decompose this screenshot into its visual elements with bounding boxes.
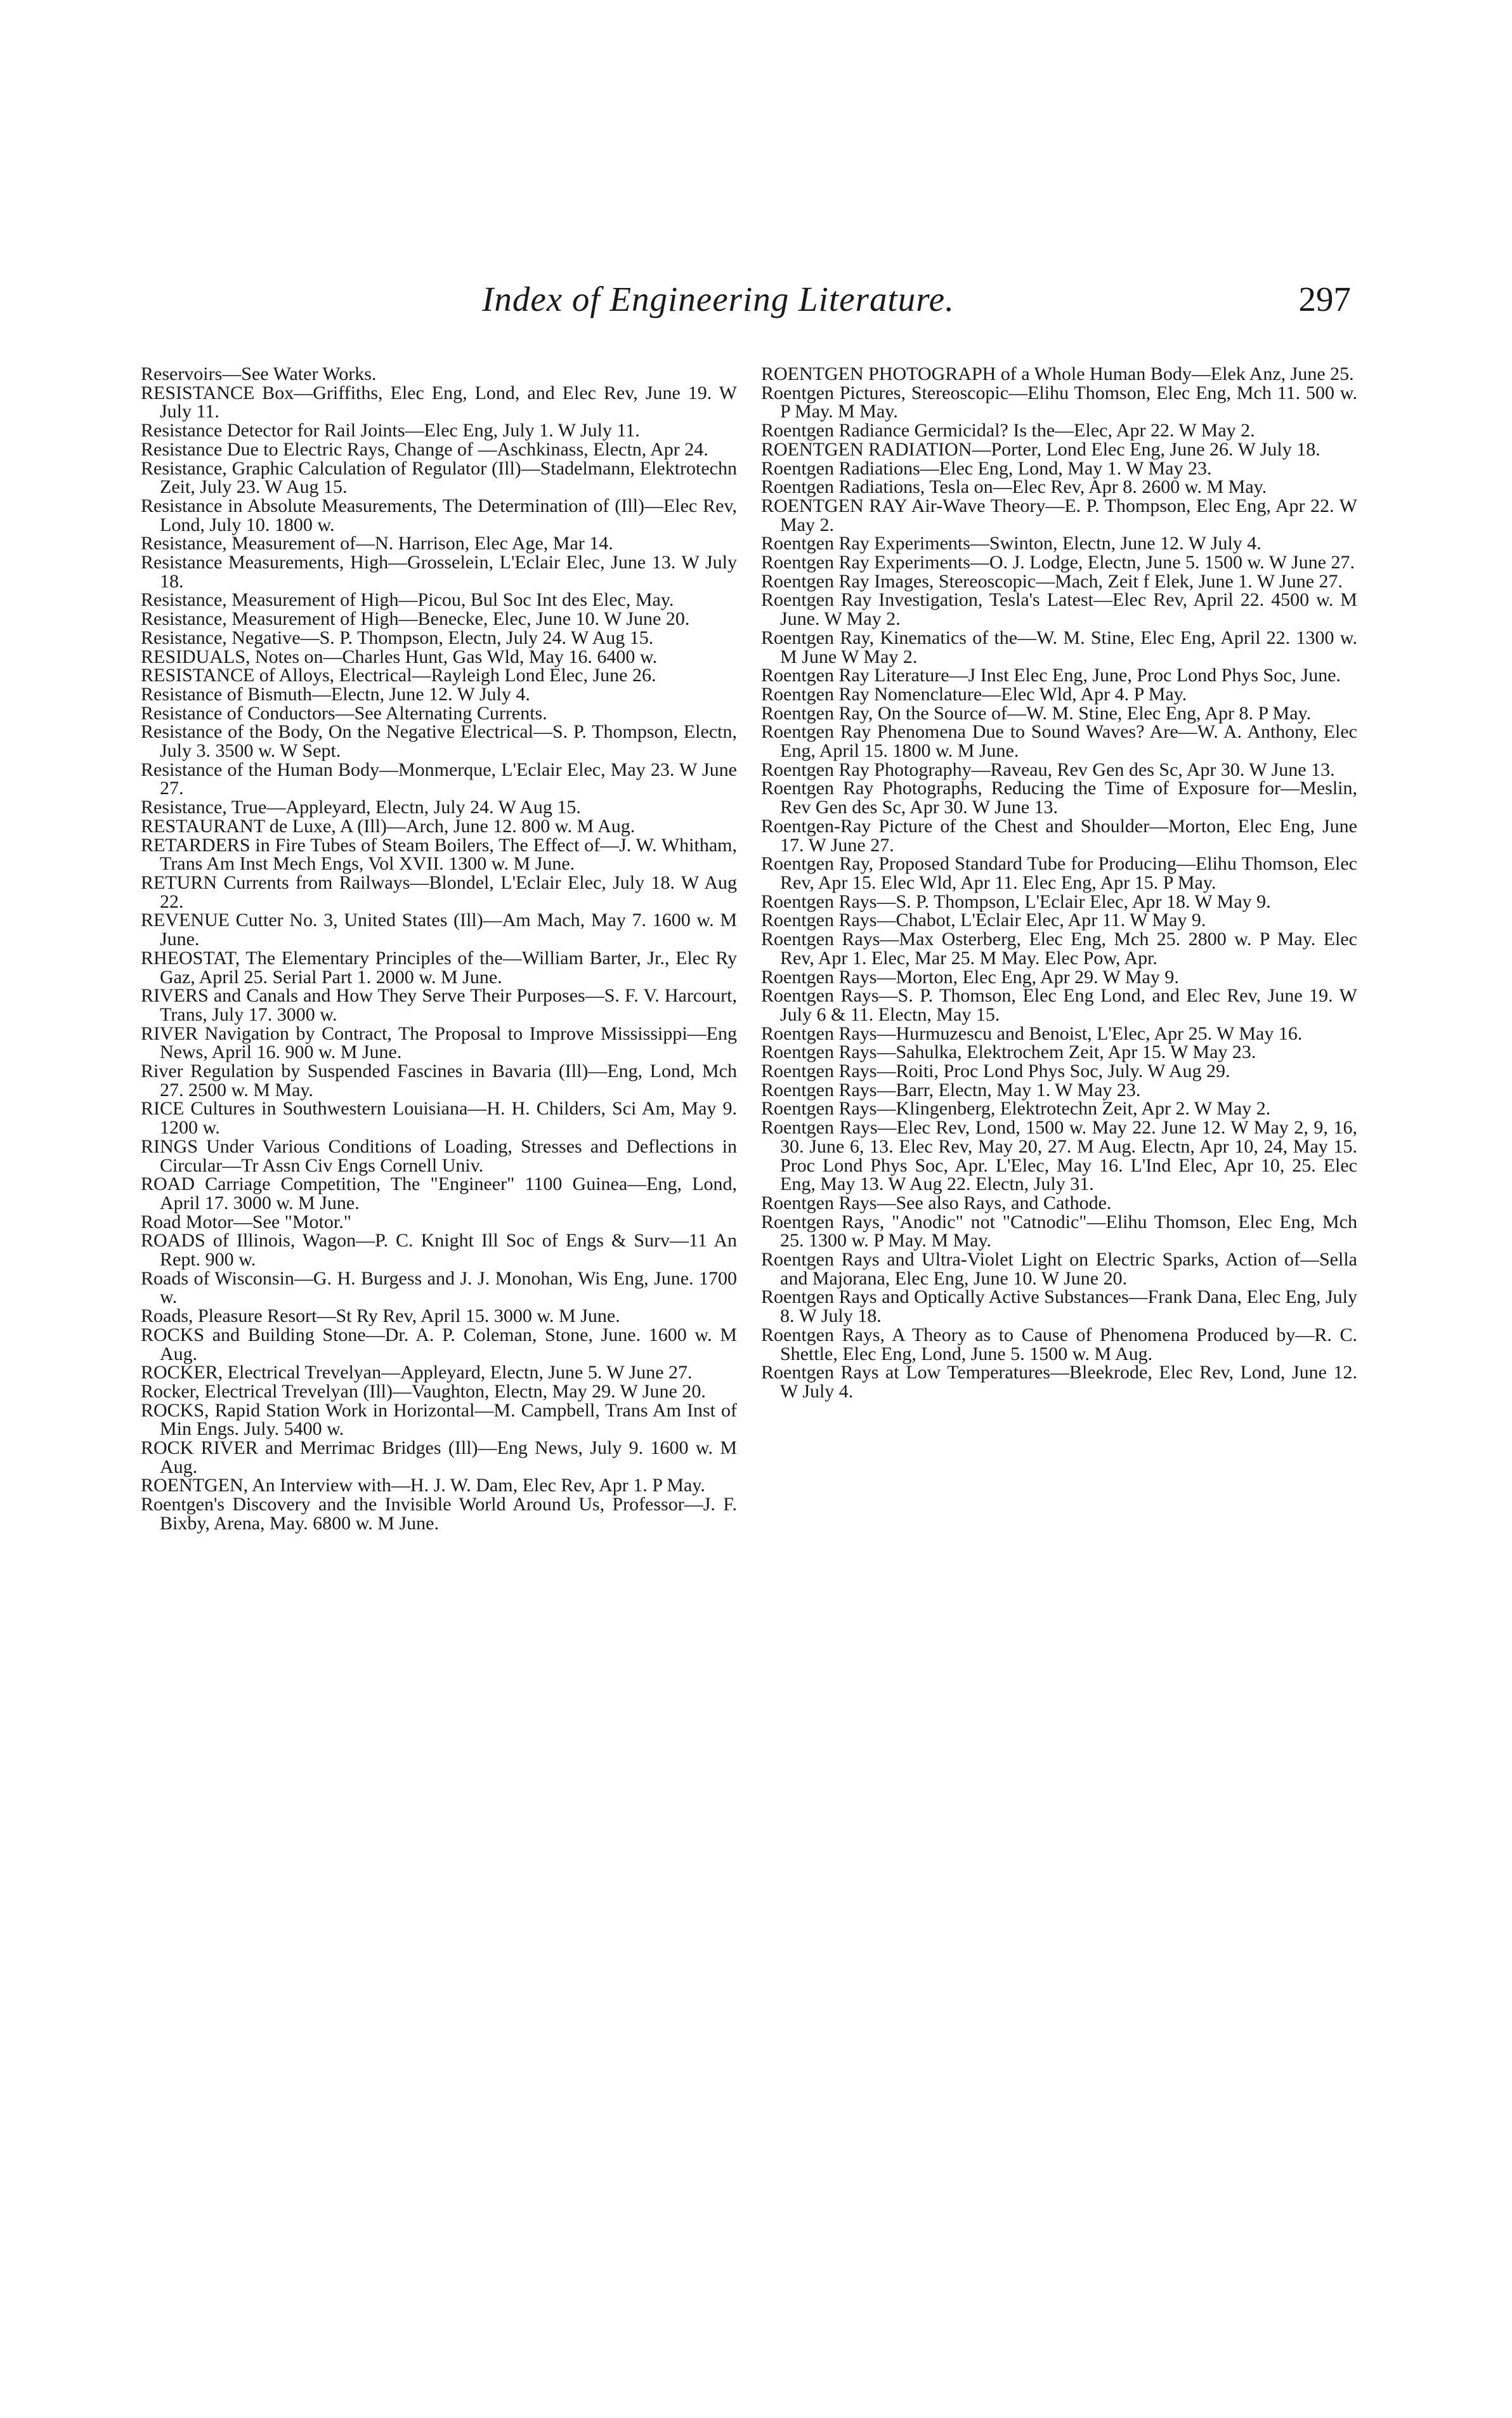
- index-entry: Roads of Wisconsin—G. H. Burgess and J. J. Monohan, Wis Eng, June. 1700 w.: [141, 1267, 737, 1308]
- index-entry: RIVERS and Canals and How They Serve Their Purposes—S. F. V. Harcourt, Trans, July 17. 3000 w.: [141, 985, 737, 1025]
- index-entry: Resistance of Bismuth—Electn, June 12. W July 4.: [141, 683, 530, 705]
- index-entry: Roentgen Ray, On the Source of—W. M. Stine, Elec Eng, Apr 8. P May.: [761, 702, 1312, 724]
- index-entry: Roentgen Rays, "Anodic" not "Catnodic"—Elihu Thomson, Elec Eng, Mch 25. 1300 w. P May. M May.: [761, 1211, 1357, 1251]
- left-column: [141, 365, 737, 1533]
- index-entry: Reservoirs—See Water Works.: [141, 363, 377, 384]
- index-entry: RICE Cultures in Southwestern Louisiana—H. H. Childers, Sci Am, May 9. 1200 w.: [141, 1098, 737, 1139]
- index-entry: Roentgen Rays—Hurmuzescu and Benoist, L'Elec, Apr 25. W May 16.: [761, 1023, 1303, 1044]
- index-entry: Resistance in Absolute Measurements, The Determination of (Ill)—Elec Rev, Lond, July 10. 1800 w.: [141, 495, 737, 535]
- index-entry: RETURN Currents from Railways—Blondel, L'Eclair Elec, July 18. W Aug 22.: [141, 872, 737, 912]
- index-entry: ROCKS and Building Stone—Dr. A. P. Coleman, Stone, June. 1600 w. M Aug.: [141, 1324, 737, 1364]
- index-entry: Roentgen Ray Literature—J Inst Elec Eng, June, Proc Lond Phys Soc, June.: [761, 665, 1341, 686]
- index-entry: Resistance, Measurement of High—Benecke, Elec, June 10. W June 20.: [141, 608, 690, 630]
- index-entry: RESISTANCE of Alloys, Electrical—Rayleigh Lond Elec, June 26.: [141, 665, 656, 686]
- index-entry: RESISTANCE Box—Griffiths, Elec Eng, Lond, and Elec Rev, June 19. W July 11.: [141, 382, 737, 422]
- index-entry: Resistance, Measurement of High—Picou, Bul Soc Int des Elec, May.: [141, 589, 674, 611]
- index-entry: Roentgen Rays—See also Rays, and Cathode.: [761, 1192, 1112, 1213]
- index-entry: Roentgen Ray Experiments—Swinton, Electn, June 12. W July 4.: [761, 533, 1261, 554]
- index-entry: Roentgen Radiance Germicidal? Is the—Elec, Apr 22. W May 2.: [761, 420, 1255, 441]
- index-entry: Resistance, Negative—S. P. Thompson, Electn, July 24. W Aug 15.: [141, 627, 654, 648]
- index-entry: Roentgen Rays, A Theory as to Cause of Phenomena Produced by—R. C. Shettle, Elec Eng, Lond, June 5. 1500 w. M Aug.: [761, 1324, 1357, 1364]
- index-entry: ROAD Carriage Competition, The "Engineer" 1100 Guinea—Eng, Lond, April 17. 3000 w. M June.: [141, 1173, 737, 1213]
- index-entry: Resistance, True—Appleyard, Electn, July 24. W Aug 15.: [141, 797, 581, 818]
- index-entry: Roentgen Ray Photography—Raveau, Rev Gen des Sc, Apr 30. W June 13.: [761, 759, 1335, 780]
- index-entry: Roentgen Rays—Chabot, L'Eclair Elec, Apr 11. W May 9.: [761, 910, 1206, 931]
- index-entry: ROADS of Illinois, Wagon—P. C. Knight Ill Soc of Engs & Surv—11 An Rept. 900 w.: [141, 1230, 737, 1271]
- index-entry: RETARDERS in Fire Tubes of Steam Boilers, The Effect of—J. W. Whitham, Trans Am Inst Mech Engs, Vol XVII. 1300 w. M June.: [141, 834, 737, 875]
- index-entry: Resistance, Graphic Calculation of Regulator (Ill)—Stadelmann, Elektrotechn Zeit, July 23. W Aug 15.: [141, 457, 737, 498]
- index-entry: RHEOSTAT, The Elementary Principles of the—William Barter, Jr., Elec Ry Gaz, April 25. Serial Part 1. 2000 w. M June.: [141, 947, 737, 988]
- index-entry: Resistance, Measurement of—N. Harrison, Elec Age, Mar 14.: [141, 533, 613, 554]
- index-entry: Resistance Measurements, High—Grosselein, L'Eclair Elec, June 13. W July 18.: [141, 552, 737, 592]
- index-entry: Roentgen Rays—Roiti, Proc Lond Phys Soc, July. W Aug 29.: [761, 1061, 1230, 1082]
- index-entry: Roentgen Ray Photographs, Reducing the Time of Exposure for—Meslin, Rev Gen des Sc, Apr 30. W June 13.: [761, 778, 1357, 818]
- index-entry: Roentgen Ray Investigation, Tesla's Latest—Elec Rev, April 22. 4500 w. M June. W May 2.: [761, 589, 1357, 630]
- index-entry: RESIDUALS, Notes on—Charles Hunt, Gas Wld, May 16. 6400 w.: [141, 646, 658, 667]
- index-entry: Resistance Detector for Rail Joints—Elec Eng, July 1. W July 11.: [141, 420, 640, 441]
- index-entry: Resistance of the Human Body—Monmerque, L'Eclair Elec, May 23. W June 27.: [141, 759, 737, 799]
- index-entry: Resistance of Conductors—See Alternating Currents.: [141, 702, 547, 724]
- right-column: [761, 365, 1357, 1401]
- index-entry: Roentgen Rays and Optically Active Substances—Frank Dana, Elec Eng, July 8. W July 18.: [761, 1286, 1357, 1327]
- index-entry: RIVER Navigation by Contract, The Proposal to Improve Mississippi—Eng News, April 16. 900 w. M June.: [141, 1023, 737, 1063]
- index-entry: ROCKER, Electrical Trevelyan—Appleyard, Electn, June 5. W June 27.: [141, 1362, 693, 1383]
- index-entry: REVENUE Cutter No. 3, United States (Ill)—Am Mach, May 7. 1600 w. M June.: [141, 910, 737, 950]
- index-entry: RINGS Under Various Conditions of Loading, Stresses and Deflections in Circular—Tr Assn Civ Engs Cornell Univ.: [141, 1135, 737, 1176]
- index-entry: ROCK RIVER and Merrimac Bridges (Ill)—Eng News, July 9. 1600 w. M Aug.: [141, 1437, 737, 1477]
- index-entry: Rocker, Electrical Trevelyan (Ill)—Vaughton, Electn, May 29. W June 20.: [141, 1380, 706, 1402]
- index-entry: RESTAURANT de Luxe, A (Ill)—Arch, June 12. 800 w. M Aug.: [141, 815, 635, 837]
- index-entry: Roentgen Radiations, Tesla on—Elec Rev, Apr 8. 2600 w. M May.: [761, 476, 1267, 498]
- index-entry: Roentgen Rays at Low Temperatures—Bleekrode, Elec Rev, Lond, June 12. W July 4.: [761, 1362, 1357, 1402]
- index-entry: ROENTGEN RADIATION—Porter, Lond Elec Eng, June 26. W July 18.: [761, 438, 1320, 460]
- index-entry: Roentgen Rays—Max Osterberg, Elec Eng, Mch 25. 2800 w. P May. Elec Rev, Apr 1. Elec, Mar 25. M May. Elec Pow, Apr.: [761, 929, 1357, 969]
- index-entry: Roentgen Ray Nomenclature—Elec Wld, Apr 4. P May.: [761, 683, 1187, 705]
- index-entry: Roentgen Rays—Morton, Elec Eng, Apr 29. W May 9.: [761, 966, 1179, 988]
- page-header: [482, 279, 1351, 355]
- index-entry: ROENTGEN, An Interview with—H. J. W. Dam, Elec Rev, Apr 1. P May.: [141, 1475, 705, 1496]
- index-entry: Roentgen-Ray Picture of the Chest and Shoulder—Morton, Elec Eng, June 17. W June 27.: [761, 815, 1357, 856]
- index-entry: Roentgen Rays—S. P. Thompson, L'Eclair Elec, Apr 18. W May 9.: [761, 891, 1271, 912]
- index-entry: Roentgen Ray Images, Stereoscopic—Mach, Zeit f Elek, June 1. W June 27.: [761, 570, 1343, 592]
- index-entry: Roentgen Rays—Elec Rev, Lond, 1500 w. May 22. June 12. W May 2, 9, 16, 30. June 6, 13. Elec Rev, May 20, 27. M Aug. Electn, Apr 10, 24, May 15. Proc Lond Phys Soc, Apr. L'Elec, May 16. L'Ind Elec, Apr 10, 25. Elec Eng, May 13. W Aug 22. Electn, July 31.: [761, 1117, 1357, 1195]
- running-title: Index of Engineering Literature.: [482, 280, 955, 318]
- index-entry: River Regulation by Suspended Fascines in Bavaria (Ill)—Eng, Lond, Mch 27. 2500 w. M May.: [141, 1061, 737, 1101]
- index-entry: Resistance Due to Electric Rays, Change of —Aschkinass, Electn, Apr 24.: [141, 438, 708, 460]
- index-entry: Roentgen Pictures, Stereoscopic—Elihu Thomson, Elec Eng, Mch 11. 500 w. P May. M May.: [761, 382, 1357, 422]
- index-entry: ROCKS, Rapid Station Work in Horizontal—M. Campbell, Trans Am Inst of Min Engs. July. 5400 w.: [141, 1399, 737, 1440]
- index-entry: Roentgen Rays and Ultra-Violet Light on Electric Sparks, Action of—Sella and Majorana, Elec Eng, June 10. W June 20.: [761, 1249, 1357, 1289]
- index-entry: Roentgen Radiations—Elec Eng, Lond, May 1. W May 23.: [761, 457, 1212, 479]
- index-entry: Road Motor—See "Motor.": [141, 1211, 351, 1232]
- index-entry: Roentgen Rays—Klingenberg, Elektrotechn Zeit, Apr 2. W May 2.: [761, 1098, 1271, 1120]
- page-number: 297: [1298, 280, 1351, 318]
- index-entry: Roentgen Rays—Barr, Electn, May 1. W May 23.: [761, 1079, 1141, 1101]
- index-entry: Roentgen Ray Experiments—O. J. Lodge, Electn, June 5. 1500 w. W June 27.: [761, 552, 1355, 573]
- index-entry: Roentgen Rays—Sahulka, Elektrochem Zeit, Apr 15. W May 23.: [761, 1042, 1256, 1063]
- index-entry: Roentgen Ray Phenomena Due to Sound Waves? Are—W. A. Anthony, Elec Eng, April 15. 1800 w. M June.: [761, 721, 1357, 762]
- index-entry: Resistance of the Body, On the Negative Electrical—S. P. Thompson, Electn, July 3. 3500 w. W Sept.: [141, 721, 737, 762]
- index-entry: ROENTGEN RAY Air-Wave Theory—E. P. Thompson, Elec Eng, Apr 22. W May 2.: [761, 495, 1357, 535]
- index-entry: Roads, Pleasure Resort—St Ry Rev, April 15. 3000 w. M June.: [141, 1305, 620, 1327]
- index-entry: ROENTGEN PHOTOGRAPH of a Whole Human Body—Elek Anz, June 25.: [761, 363, 1354, 384]
- index-entry: Roentgen Rays—S. P. Thomson, Elec Eng Lond, and Elec Rev, June 19. W July 6 & 11. Electn, May 15.: [761, 985, 1357, 1025]
- index-entry: Roentgen's Discovery and the Invisible World Around Us, Professor—J. F. Bixby, Arena, May. 6800 w. M June.: [141, 1494, 737, 1534]
- index-entry: Roentgen Ray, Proposed Standard Tube for Producing—Elihu Thomson, Elec Rev, Apr 15. Elec Wld, Apr 11. Elec Eng, Apr 15. P May.: [761, 853, 1357, 893]
- index-entry: Roentgen Ray, Kinematics of the—W. M. Stine, Elec Eng, April 22. 1300 w. M June W May 2.: [761, 627, 1357, 667]
